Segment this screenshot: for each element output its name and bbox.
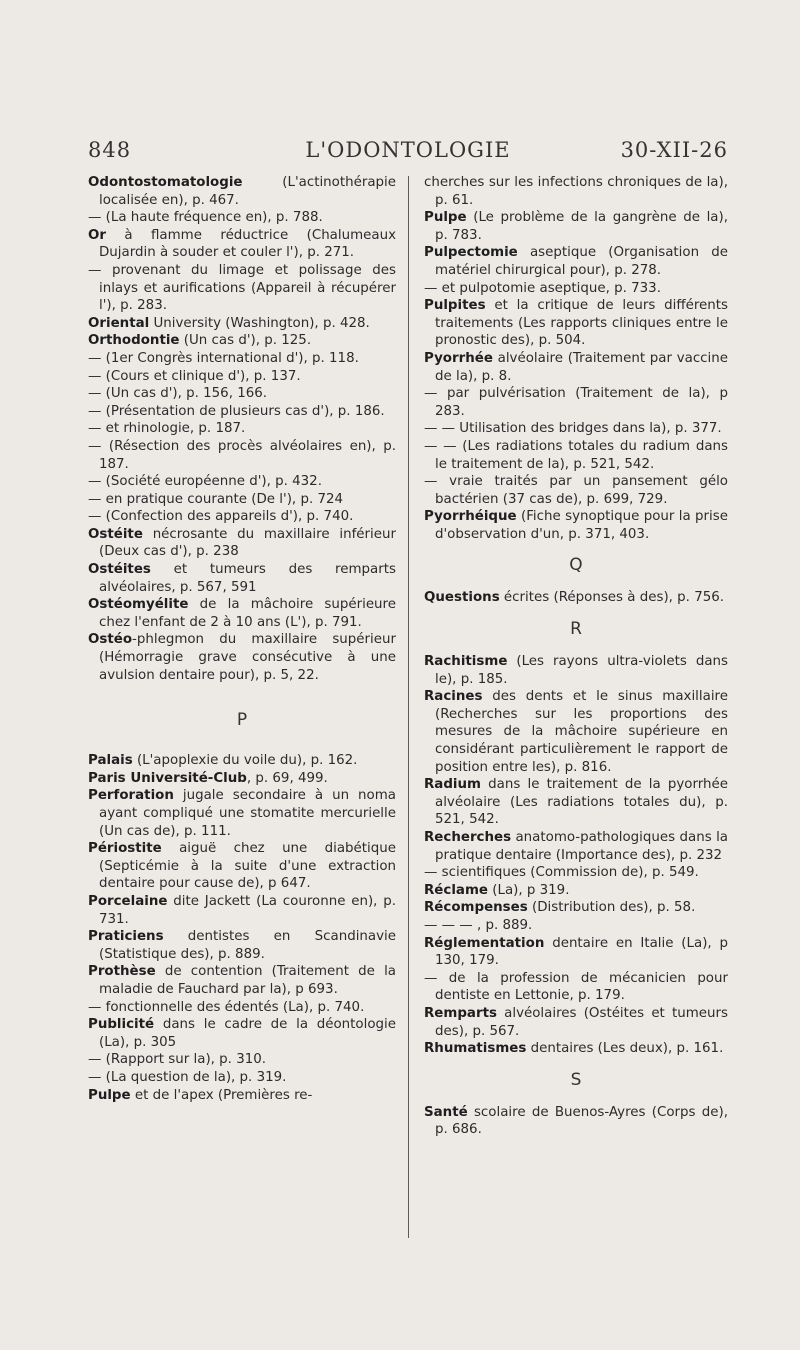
index-entry bbox=[424, 970, 728, 1005]
entry-text: — — — , p. 889. bbox=[424, 917, 533, 933]
entry-text: aiguë chez une diabétique (Septicémie à la suite d'une extraction dentaire pour cause de), p 647. bbox=[99, 841, 396, 892]
index-entry bbox=[88, 840, 396, 893]
entry-text: , p. 69, 499. bbox=[246, 770, 328, 786]
section-letter: Q bbox=[569, 555, 583, 576]
index-entry bbox=[424, 864, 728, 882]
entry-text: et de l'apex (Premières re- bbox=[130, 1087, 313, 1103]
entry-text: — (Résection des procès alvéolaires en), p. 187. bbox=[88, 438, 396, 472]
entry-headword: Publicité bbox=[88, 1017, 155, 1033]
index-entry bbox=[88, 350, 396, 368]
entry-headword: Questions bbox=[424, 590, 500, 606]
index-entry bbox=[424, 438, 728, 473]
entry-headword: Réclame bbox=[424, 882, 488, 898]
index-entry bbox=[88, 770, 396, 788]
entry-text: des dents et le sinus maxillaire (Recherches sur les proportions des mesures de la mâchoire supérieure en considérant particulièrement le rapport de position entre les), p. 816. bbox=[435, 689, 728, 775]
entry-headword: Remparts bbox=[424, 1005, 497, 1021]
index-entry bbox=[424, 688, 728, 776]
entry-text: (Distribution des), p. 58. bbox=[527, 900, 696, 916]
index-entry bbox=[424, 420, 728, 438]
entry-text: dans le cadre de la déontologie (La), p. 305 bbox=[99, 1017, 396, 1050]
entry-headword: Pulpectomie bbox=[424, 245, 518, 261]
index-entry bbox=[424, 350, 728, 385]
entry-text: — (La haute fréquence en), p. 788. bbox=[88, 210, 323, 226]
entry-text: anatomo-pathologiques dans la pratique dentaire (Importance des), p. 232 bbox=[435, 830, 728, 863]
entry-headword: Recherches bbox=[424, 830, 512, 845]
index-entry bbox=[424, 209, 728, 244]
index-entry bbox=[424, 280, 728, 298]
entry-text: — et pulpotomie aseptique, p. 733. bbox=[424, 280, 661, 296]
index-entry bbox=[88, 999, 396, 1017]
index-entry bbox=[88, 561, 396, 596]
entry-text: University (Washington), p. 428. bbox=[149, 315, 370, 331]
index-entry bbox=[88, 174, 396, 209]
index-entry bbox=[424, 829, 728, 864]
entry-text: dans le traitement de la pyorrhée alvéolaire (Les radiations totales du), p. 521, 542. bbox=[435, 777, 728, 828]
entry-text: — (La question de la), p. 319. bbox=[88, 1069, 287, 1085]
entry-headword: Ostéite bbox=[88, 526, 143, 542]
entry-text: — fonctionnelle des édentés (La), p. 740. bbox=[88, 999, 365, 1015]
column-divider bbox=[408, 176, 409, 1238]
entry-headword: Ostéites bbox=[88, 562, 151, 578]
index-entry bbox=[424, 1040, 728, 1058]
entry-headword: Récompenses bbox=[424, 900, 528, 916]
entry-headword: Santé bbox=[424, 1104, 468, 1120]
entry-headword: Rhumatismes bbox=[424, 1041, 527, 1057]
index-entry bbox=[424, 899, 728, 917]
index-column-right bbox=[424, 174, 728, 1139]
entry-text: cherches sur les infections chroniques de la), p. 61. bbox=[424, 175, 728, 208]
index-entry bbox=[424, 385, 728, 420]
section-letter: P bbox=[236, 710, 248, 731]
entry-text: (Un cas d'), p. 125. bbox=[179, 333, 312, 349]
entry-text: alvéolaire (Traitement par vaccine de la), p. 8. bbox=[435, 350, 728, 384]
entry-text: — de la profession de mécanicien pour dentiste en Lettonie, p. 179. bbox=[424, 970, 728, 1004]
index-column-left bbox=[88, 174, 396, 1104]
entry-text: — (1er Congrès international d'), p. 118. bbox=[88, 350, 359, 366]
entry-headword: Porcelaine bbox=[88, 893, 168, 909]
entry-text: alvéolaires (Ostéites et tumeurs des), p. 567. bbox=[435, 1005, 728, 1039]
index-entry bbox=[88, 262, 396, 315]
entry-text: — (Présentation de plusieurs cas d'), p. 186. bbox=[88, 403, 385, 419]
entry-text: — et rhinologie, p. 187. bbox=[88, 421, 246, 437]
index-entry bbox=[88, 752, 396, 770]
entry-text: dentaire en Italie (La), p 130, 179. bbox=[435, 935, 728, 969]
entry-text: — (Société européenne d'), p. 432. bbox=[88, 474, 322, 490]
index-entry bbox=[88, 227, 396, 262]
index-entry bbox=[88, 1087, 396, 1105]
entry-headword: Pyorrhée bbox=[424, 350, 493, 366]
index-entry bbox=[88, 315, 396, 333]
index-entry bbox=[424, 244, 728, 279]
entry-text: — (Confection des appareils d'), p. 740. bbox=[88, 509, 354, 525]
index-entry bbox=[424, 653, 728, 688]
index-entry bbox=[88, 473, 396, 491]
index-entry bbox=[88, 1069, 396, 1087]
index-entry bbox=[424, 589, 728, 607]
entry-headword: Périostite bbox=[88, 841, 162, 857]
entry-text: — (Un cas d'), p. 156, 166. bbox=[88, 386, 268, 402]
index-entry bbox=[88, 596, 396, 631]
entry-headword: Praticiens bbox=[88, 929, 164, 945]
entry-text: scolaire de Buenos-Ayres (Corps de), p. 686. bbox=[435, 1104, 728, 1138]
entry-text: de la mâchoire supérieure chez l'enfant de 2 à 10 ans (L'), p. 791. bbox=[99, 597, 396, 630]
entry-text: — — Utilisation des bridges dans la), p. 377. bbox=[424, 421, 722, 437]
entry-text: nécrosante du maxillaire inférieur (Deux cas d'), p. 238 bbox=[99, 526, 396, 560]
entry-headword: Prothèse bbox=[88, 964, 156, 980]
entry-text: — provenant du limage et polissage des inlays et aurifications (Appareil à récupérer l'), p. 283. bbox=[88, 262, 396, 314]
entry-headword: Réglementation bbox=[424, 935, 545, 951]
entry-text: — scientifiques (Commission de), p. 549. bbox=[424, 865, 699, 881]
index-entry bbox=[424, 935, 728, 970]
index-entry bbox=[88, 1016, 396, 1051]
index-entry bbox=[88, 928, 396, 963]
entry-text: dentaires (Les deux), p. 161. bbox=[526, 1041, 724, 1057]
entry-headword: Pulpe bbox=[88, 1087, 131, 1103]
index-entry bbox=[424, 776, 728, 829]
entry-text: (L'apoplexie du voile du), p. 162. bbox=[132, 753, 358, 769]
page-number: 848 bbox=[88, 138, 132, 162]
entry-headword: Ostéo bbox=[88, 632, 133, 648]
index-entry bbox=[88, 403, 396, 421]
index-entry bbox=[424, 1104, 728, 1139]
index-entry bbox=[424, 174, 728, 209]
entry-text: (La), p 319. bbox=[488, 882, 570, 898]
index-entry bbox=[88, 893, 396, 928]
journal-title: L'ODONTOLOGIE bbox=[305, 138, 511, 162]
entry-text: — (Rapport sur la), p. 310. bbox=[88, 1052, 267, 1068]
index-entry bbox=[424, 297, 728, 350]
index-entry bbox=[88, 385, 396, 403]
entry-headword: Racines bbox=[424, 689, 483, 705]
index-entry bbox=[88, 420, 396, 438]
entry-headword: Odontostomatologie bbox=[88, 175, 243, 190]
entry-headword: Rachitisme bbox=[424, 654, 508, 670]
entry-text: à flamme réductrice (Chalumeaux Dujardin à souder et couler l'), p. 271. bbox=[99, 227, 396, 261]
entry-text: — — (Les radiations totales du radium dans le traitement de la), p. 521, 542. bbox=[424, 438, 728, 472]
entry-text: aseptique (Organisation de matériel chirurgical pour), p. 278. bbox=[435, 245, 728, 278]
entry-headword: Ostéomyélite bbox=[88, 597, 189, 613]
index-entry bbox=[424, 508, 728, 543]
entry-text: (L'actinothérapie localisée en), p. 467. bbox=[99, 175, 396, 208]
index-entry bbox=[88, 368, 396, 386]
entry-headword: Oriental bbox=[88, 315, 150, 331]
entry-text: (Fiche synoptique pour la prise d'observation d'un, p. 371, 403. bbox=[435, 509, 728, 542]
entry-text: -phlegmon du maxillaire supérieur (Hémorragie grave consécutive à une avulsion dentaire pour), p. 5, 22. bbox=[99, 632, 396, 683]
index-entry bbox=[88, 209, 396, 227]
entry-text: (Les rayons ultra-violets dans le), p. 185. bbox=[435, 654, 728, 687]
index-entry bbox=[424, 1005, 728, 1040]
index-entry bbox=[88, 963, 396, 998]
entry-text: — en pratique courante (De l'), p. 724 bbox=[88, 491, 344, 507]
entry-text: écrites (Réponses à des), p. 756. bbox=[499, 590, 725, 606]
entry-headword: Pulpe bbox=[424, 210, 467, 226]
entry-headword: Or bbox=[88, 227, 106, 243]
section-letter: R bbox=[570, 619, 582, 640]
issue-date: 30-XII-26 bbox=[620, 138, 728, 162]
entry-headword: Perforation bbox=[88, 788, 174, 804]
entry-headword: Radium bbox=[424, 777, 482, 793]
section-letter: S bbox=[570, 1069, 582, 1090]
entry-text: — (Cours et clinique d'), p. 137. bbox=[88, 368, 301, 384]
entry-text: et la critique de leurs différents traitements (Les rapports cliniques entre le pronostic des), p. 504. bbox=[435, 298, 728, 349]
entry-headword: Paris Université-Club bbox=[88, 770, 247, 786]
index-entry bbox=[424, 917, 728, 935]
entry-text: dite Jackett (La couronne en), p. 731. bbox=[99, 893, 396, 927]
index-entry bbox=[88, 787, 396, 840]
entry-text: et tumeurs des remparts alvéolaires, p. 567, 591 bbox=[99, 562, 396, 595]
entry-text: — vraie traités par un pansement gélo bactérien (37 cas de), p. 699, 729. bbox=[424, 474, 728, 507]
entry-text: (Le problème de la gangrène de la), p. 783. bbox=[435, 210, 728, 243]
entry-text: jugale secondaire à un noma ayant compliqué une stomatite mercurielle (Un cas de), p. 111. bbox=[99, 788, 396, 839]
index-entry bbox=[424, 882, 728, 900]
entry-headword: Orthodontie bbox=[88, 333, 180, 349]
entry-text: — par pulvérisation (Traitement de la), p 283. bbox=[424, 386, 728, 419]
entry-headword: Pyorrhéique bbox=[424, 509, 517, 525]
index-entry bbox=[424, 473, 728, 508]
index-entry bbox=[88, 332, 396, 350]
entry-text: dentistes en Scandinavie (Statistique des), p. 889. bbox=[99, 929, 396, 962]
entry-headword: Palais bbox=[88, 753, 133, 769]
index-entry bbox=[88, 1051, 396, 1069]
index-entry bbox=[88, 526, 396, 561]
running-header bbox=[88, 138, 728, 166]
index-entry bbox=[88, 631, 396, 684]
entry-text: de contention (Traitement de la maladie de Fauchard par la), p 693. bbox=[99, 964, 396, 997]
entry-headword: Pulpites bbox=[424, 298, 486, 314]
index-entry bbox=[88, 508, 396, 526]
index-entry bbox=[88, 438, 396, 473]
index-entry bbox=[88, 491, 396, 509]
